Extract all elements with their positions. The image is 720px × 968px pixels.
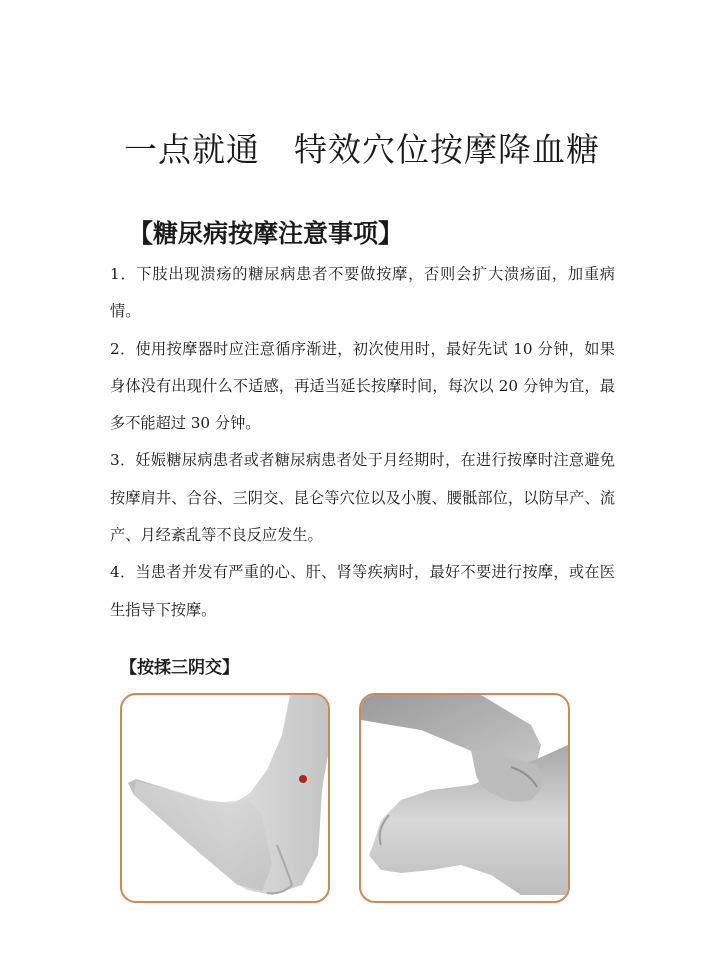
page-title: [124, 124, 600, 171]
foot-illustration: [122, 695, 328, 901]
title-part-2: 特效穴位按摩降血糖: [294, 130, 600, 169]
foot-acupoint-photo: [120, 693, 330, 903]
list-item: 1．下肢出现溃疡的糖尿病患者不要做按摩，否则会扩大溃疡面，加重病情。: [110, 265, 615, 321]
hand-massaging-foot-illustration: [361, 695, 568, 901]
list-item: 4．当患者并发有严重的心、肝、肾等疾病时，最好不要进行按摩，或在医生指导下按摩。: [110, 563, 615, 619]
precautions-list: [110, 256, 615, 629]
acupoint-marker: [299, 775, 307, 783]
section-heading-precautions: 【糖尿病按摩注意事项】: [128, 219, 404, 248]
section-heading-sanyinjiao: 【按揉三阴交】: [120, 658, 239, 678]
list-item: 3．妊娠糖尿病患者或者糖尿病患者处于月经期时，在进行按摩时注意避免按摩肩井、合谷、三阴交、昆仑等穴位以及小腹、腰骶部位，以防早产、流产、月经紊乱等不良反应发生。: [110, 451, 615, 545]
massage-demonstration-photo: [359, 693, 570, 903]
list-item: 2．使用按摩器时应注意循序渐进，初次使用时，最好先试 10 分钟，如果身体没有出现什么不适感，再适当延长按摩时间，每次以 20 分钟为宜，最多不能超过 30 分钟。: [110, 339, 615, 433]
title-part-1: 一点就通: [124, 130, 260, 169]
